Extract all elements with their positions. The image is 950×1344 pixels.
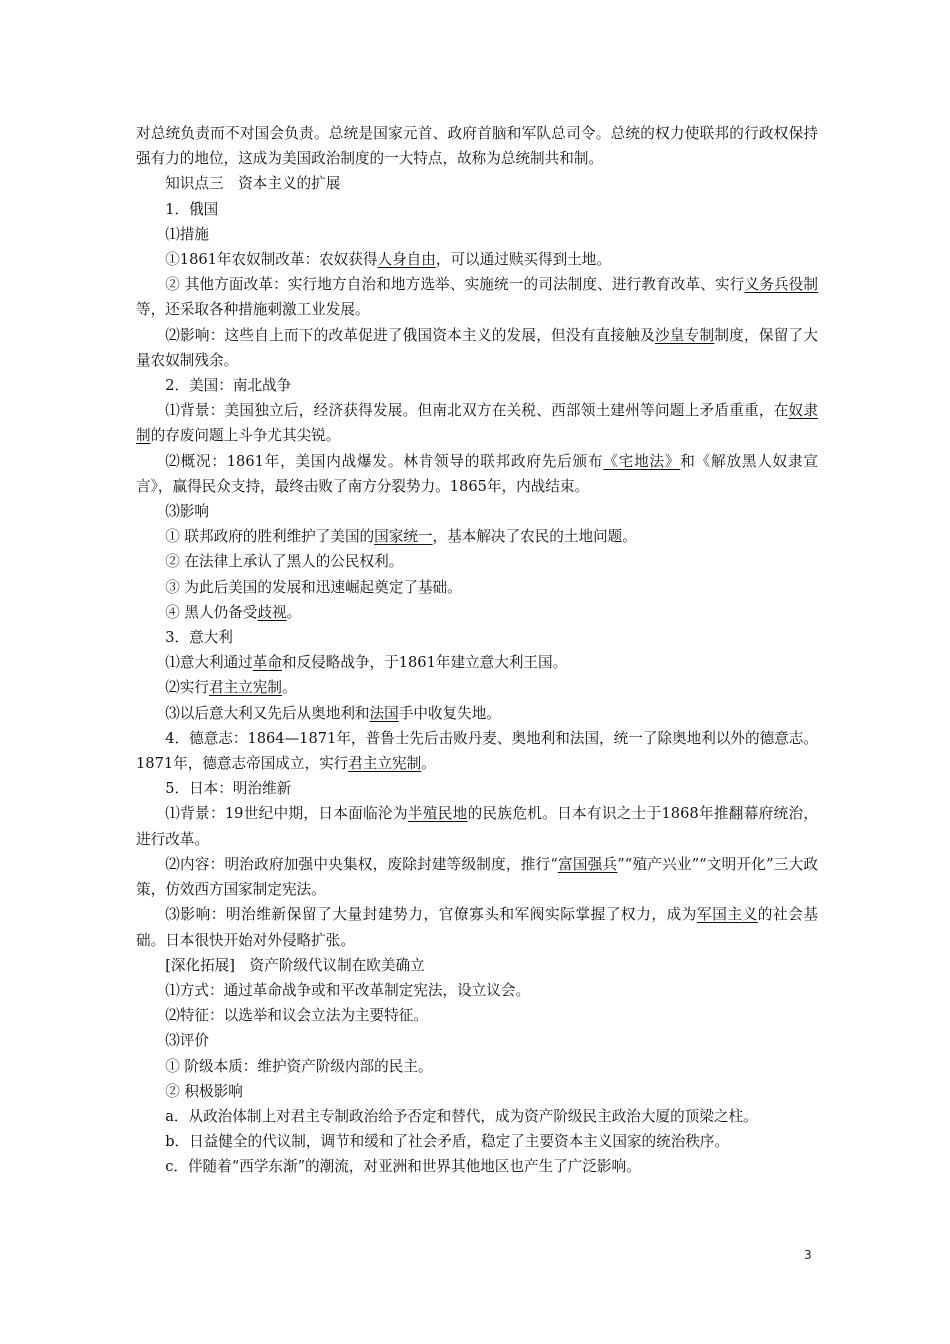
paragraph — [136, 549, 818, 574]
paragraph — [136, 1028, 818, 1053]
underlined-term: 歧视 — [257, 603, 287, 621]
text-run: 和《解放黑人奴隶宣言》，赢得民众支持，最终击败了南方分裂势力。1865年，内战结束。 — [136, 452, 818, 495]
page-number: 3 — [804, 1248, 812, 1262]
text-run: ⑴背景：美国独立后，经济获得发展。但南北双方在关税、西部领土建州等问题上矛盾重重，在 — [165, 402, 789, 420]
paragraph — [136, 675, 818, 700]
text-run: ⑴意大利通过 — [165, 654, 253, 672]
text-run: 的民族危机。日本有识之士于1868年推翻幕府统治，进行改革。 — [136, 805, 818, 848]
underlined-term: 半殖民地 — [407, 805, 468, 823]
text-run: 3．意大利 — [165, 629, 233, 647]
text-run: 4．德意志：1864—1871年，普鲁士先后击败丹麦、奥地利和法国，统一了除奥地利以外的德意志。1871年，德意志帝国成立，实行 — [136, 729, 818, 773]
paragraph — [136, 600, 818, 625]
text-run: ⑵影响：这些自上而下的改革促进了俄国资本主义的发展，但没有直接触及 — [165, 326, 655, 344]
paragraph — [136, 247, 818, 272]
underlined-term: 法国 — [369, 704, 399, 722]
paragraph — [136, 1154, 818, 1179]
paragraph — [136, 650, 818, 675]
paragraph — [136, 726, 818, 776]
paragraph — [136, 776, 818, 801]
text-run: ⑶影响：明治维新保留了大量封建势力，官僚寡头和军阀实际掌握了权力，成为 — [165, 906, 698, 924]
paragraph — [136, 978, 818, 1003]
text-run: ② 在法律上承认了黑人的公民权利。 — [165, 553, 404, 571]
underlined-term: 军国主义 — [697, 906, 758, 924]
text-run: 对总统负责而不对国会负责。总统是国家元首、政府首脑和军队总司令。总统的权力使联邦的行政权保持强有力的地位，这成为美国政治制度的一大特点，故称为总统制共和制。 — [136, 125, 818, 168]
underlined-term: 奴隶制 — [136, 402, 818, 445]
paragraph — [136, 1104, 818, 1129]
text-run: c．伴随着“西学东渐”的潮流，对亚洲和世界其他地区也产生了广泛影响。 — [165, 1158, 641, 1176]
text-run: ，可以通过赎买得到土地。 — [435, 251, 611, 269]
text-run: 的社会基础。日本很快开始对外侵略扩张。 — [136, 906, 818, 949]
text-run: ⑵特征：以选举和议会立法为主要特征。 — [165, 1007, 428, 1025]
text-run: 制度，保留了大量农奴制残余。 — [136, 326, 818, 369]
text-run: 2．美国：南北战争 — [165, 377, 292, 395]
paragraph — [136, 222, 818, 247]
text-run: ⑶以后意大利又先后从奥地利和 — [165, 704, 370, 722]
paragraph — [136, 953, 818, 978]
text-run: 5．日本：明治维新 — [165, 780, 292, 798]
paragraph — [136, 272, 818, 322]
paragraph — [136, 902, 818, 952]
underlined-term: 《宅地法》 — [603, 452, 681, 470]
text-run: ① 阶级本质：维护资产阶级内部的民主。 — [165, 1057, 433, 1075]
underlined-term: 君主立宪制 — [208, 679, 282, 697]
underlined-term: 沙皇专制 — [654, 326, 715, 344]
text-run: ⑶影响 — [165, 503, 209, 521]
underlined-term: 人身自由 — [377, 251, 436, 269]
paragraph — [136, 801, 818, 851]
text-run: ③ 为此后美国的发展和迅速崛起奠定了基础。 — [165, 578, 462, 596]
paragraph — [136, 1054, 818, 1079]
text-run: ② 其他方面改革：实行地方自治和地方选举、实施统一的司法制度、进行教育改革、实行 — [165, 276, 745, 294]
paragraph — [136, 852, 818, 902]
underlined-term: 革命 — [252, 654, 282, 672]
underlined-term: 义务兵役制 — [744, 276, 818, 294]
paragraph — [136, 373, 818, 398]
text-run: ⑴背景：19世纪中期，日本面临沦为 — [165, 805, 408, 823]
paragraph — [136, 701, 818, 726]
text-run: ④ 黑人仍备受 — [165, 603, 258, 621]
text-run: 和反侵略战争，于1861年建立意大利王国。 — [281, 654, 568, 672]
text-run: 。 — [281, 679, 297, 697]
text-run: ⑵内容：明治政府加强中央集权，废除封建等级制度，推行“ — [165, 855, 558, 873]
text-run: ⑵实行 — [165, 679, 209, 697]
document-body — [136, 121, 818, 1180]
paragraph — [136, 197, 818, 222]
paragraph — [136, 1003, 818, 1028]
text-run: ① 联邦政府的胜利维护了美国的 — [165, 528, 375, 546]
underlined-term: 君主立宪制 — [348, 755, 422, 773]
paragraph — [136, 499, 818, 524]
text-run: ⑶评价 — [165, 1032, 209, 1050]
paragraph — [136, 524, 818, 549]
text-run: 。 — [421, 755, 436, 773]
text-run: 手中收复失地。 — [398, 704, 501, 722]
text-run: ”“殖产兴业”“文明开化”三大政策，仿效西方国家制定宪法。 — [136, 855, 818, 899]
paragraph — [136, 625, 818, 650]
paragraph — [136, 575, 818, 600]
text-run: 等，还采取各种措施刺激工业发展。 — [136, 301, 370, 319]
text-run: ⑴方式：通过革命战争或和平改革制定宪法，设立议会。 — [165, 981, 531, 999]
paragraph — [136, 323, 818, 373]
underlined-term: 国家统一 — [374, 528, 433, 546]
paragraph — [136, 449, 818, 499]
text-run: a．从政治体制上对君主专制政治给予否定和替代，成为资产阶级民主政治大厦的顶梁之柱。 — [165, 1107, 758, 1125]
text-run: ② 积极影响 — [165, 1082, 243, 1100]
paragraph — [136, 121, 818, 171]
text-run: 1．俄国 — [165, 200, 219, 218]
paragraph — [136, 398, 818, 448]
text-run: 知识点三 资本主义的扩展 — [165, 175, 341, 193]
text-run: ⑴措施 — [165, 225, 209, 243]
paragraph — [136, 1129, 818, 1154]
text-run: b．日益健全的代议制，调节和缓和了社会矛盾，稳定了主要资本主义国家的统治秩序。 — [165, 1133, 730, 1151]
underlined-term: 富国强兵 — [557, 855, 618, 873]
text-run: [深化拓展] 资产阶级代议制在欧美确立 — [165, 956, 425, 974]
text-run: ①1861年农奴制改革：农奴获得 — [165, 251, 378, 269]
text-run: 的存废问题上斗争尤其尖锐。 — [150, 427, 341, 445]
text-run: ⑵概况：1861年，美国内战爆发。林肯领导的联邦政府先后颁布 — [165, 452, 604, 470]
paragraph — [136, 171, 818, 196]
paragraph — [136, 1079, 818, 1104]
text-run: ，基本解决了农民的土地问题。 — [432, 528, 637, 546]
text-run: 。 — [286, 603, 302, 621]
